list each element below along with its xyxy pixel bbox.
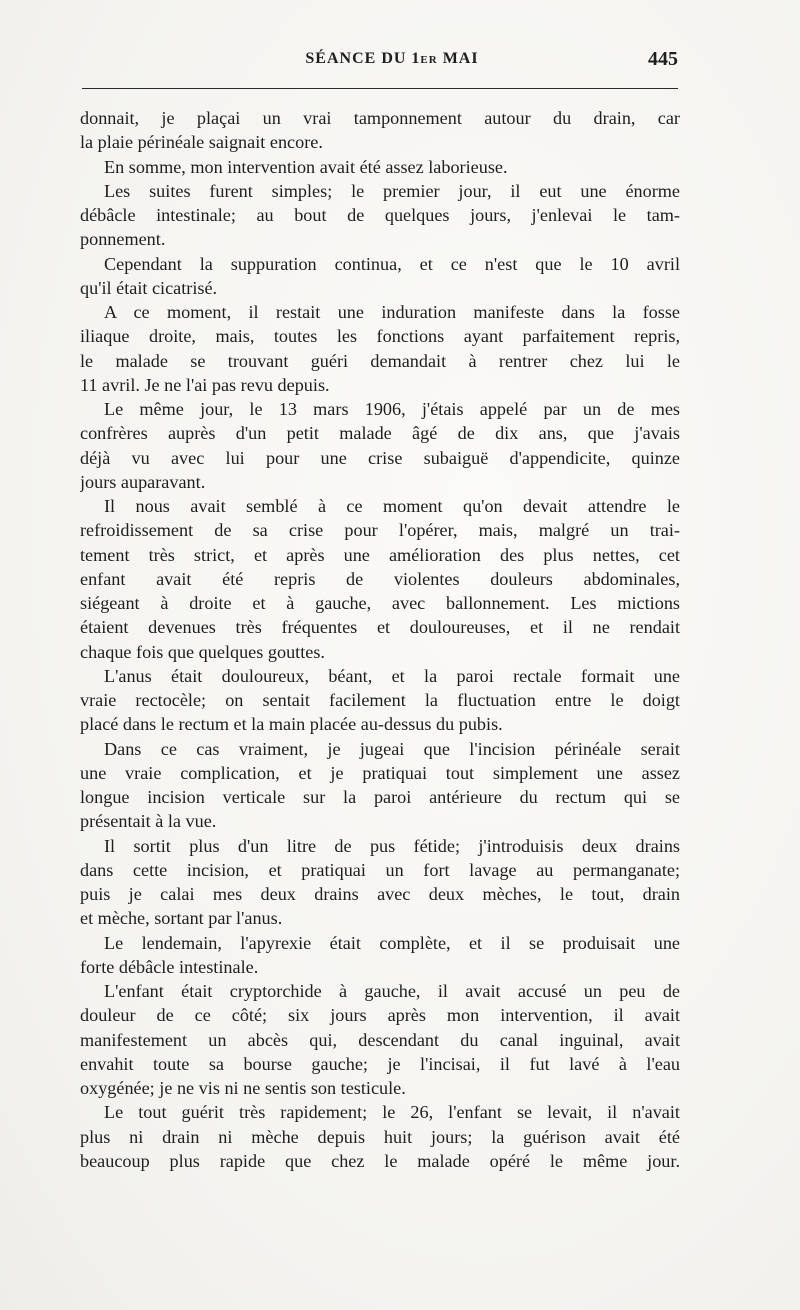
text-line: vraie rectocèle; on sentait facilement la fluctuation entre le doigt xyxy=(80,690,680,710)
text-line: refroidissement de sa crise pour l'opérer, mais, malgré un trai- xyxy=(80,520,680,541)
header-rule xyxy=(82,88,678,89)
text-line: oxygénée; je ne vis ni ne sentis son testicule. xyxy=(80,1078,406,1098)
text-line: envahit toute sa bourse gauche; je l'incisai, il fut lavé à l'eau xyxy=(80,1053,680,1074)
text-line: A ce moment, il restait une induration manifeste dans la fosse xyxy=(104,302,680,322)
page-header xyxy=(80,48,680,74)
text-line: puis je calai mes deux drains avec deux mèches, le tout, drain xyxy=(80,884,680,904)
text-line: placé dans le rectum et la main placée au-dessus du pubis. xyxy=(80,714,503,735)
text-line: une vraie complication, et je pratiquai tout simplement une assez xyxy=(80,762,680,783)
text-line: 11 avril. Je ne l'ai pas revu depuis. xyxy=(80,374,330,395)
text-line: siégeant à droite et à gauche, avec ballonnement. Les mictions xyxy=(80,593,680,613)
text-line: ponnement. xyxy=(80,229,166,250)
text-line: douleur de ce côté; six jours après mon intervention, il avait xyxy=(80,1005,680,1026)
text-line: En somme, mon intervention avait été assez laborieuse. xyxy=(104,156,508,177)
body-text xyxy=(80,106,680,1173)
text-line: L'anus était douloureux, béant, et la paroi rectale formait une xyxy=(104,665,680,686)
text-line: enfant avait été repris de violentes douleurs abdominales, xyxy=(80,568,680,589)
text-line: Cependant la suppuration continua, et ce n'est que le 10 avril xyxy=(104,253,680,274)
text-line: Le tout guérit très rapidement; le 26, l'enfant se levait, il n'avait xyxy=(104,1102,680,1123)
text-line: Il nous avait semblé à ce moment qu'on devait attendre le xyxy=(104,496,680,516)
text-line: manifestement un abcès qui, descendant du canal inguinal, avait xyxy=(80,1029,680,1050)
running-title: SÉANCE DU 1er MAI xyxy=(305,50,479,67)
text-line: Il sortit plus d'un litre de pus fétide; j'introduisis deux drains xyxy=(104,835,680,856)
text-line: débâcle intestinale; au bout de quelques jours, j'enlevai le tam- xyxy=(80,205,680,225)
text-line: le malade se trouvant guéri demandait à rentrer chez lui le xyxy=(80,350,680,371)
text-line: qu'il était cicatrisé. xyxy=(80,277,218,298)
text-line: tement très strict, et après une amélioration des plus nettes, cet xyxy=(80,544,680,565)
text-line: la plaie périnéale saignait encore. xyxy=(80,132,323,153)
page-number: 445 xyxy=(648,48,678,70)
text-line: Dans ce cas vraiment, je jugeai que l'incision périnéale serait xyxy=(104,738,680,759)
text-line: beaucoup plus rapide que chez le malade opéré le même jour. xyxy=(80,1150,680,1171)
text-line: plus ni drain ni mèche depuis huit jours; la guérison avait été xyxy=(80,1126,680,1147)
text-line: donnait, je plaçai un vrai tamponnement autour du drain, car xyxy=(80,108,680,128)
text-line: forte débâcle intestinale. xyxy=(80,956,259,977)
text-line: jours auparavant. xyxy=(80,471,206,492)
text-line: Le même jour, le 13 mars 1906, j'étais appelé par un de mes xyxy=(104,399,680,419)
text-line: dans cette incision, et pratiquai un fort lavage au permanganate; xyxy=(80,859,680,880)
text-line: et mèche, sortant par l'anus. xyxy=(80,908,283,929)
text-line: chaque fois que quelques gouttes. xyxy=(80,641,325,662)
text-line: présentait à la vue. xyxy=(80,811,217,832)
text-line: longue incision verticale sur la paroi antérieure du rectum qui se xyxy=(80,787,680,807)
text-line: confrères auprès d'un petit malade âgé de dix ans, que j'avais xyxy=(80,423,680,444)
text-line: L'enfant était cryptorchide à gauche, il avait accusé un peu de xyxy=(104,981,680,1001)
text-line: déjà vu avec lui pour une crise subaiguë d'appendicite, quinze xyxy=(80,447,680,468)
text-line: étaient devenues très fréquentes et douloureuses, et il ne rendait xyxy=(80,617,680,638)
text-line: iliaque droite, mais, toutes les fonctions ayant parfaitement repris, xyxy=(80,326,680,347)
text-line: Les suites furent simples; le premier jour, il eut une énorme xyxy=(104,180,680,201)
text-line: Le lendemain, l'apyrexie était complète, et il se produisait une xyxy=(104,932,680,953)
